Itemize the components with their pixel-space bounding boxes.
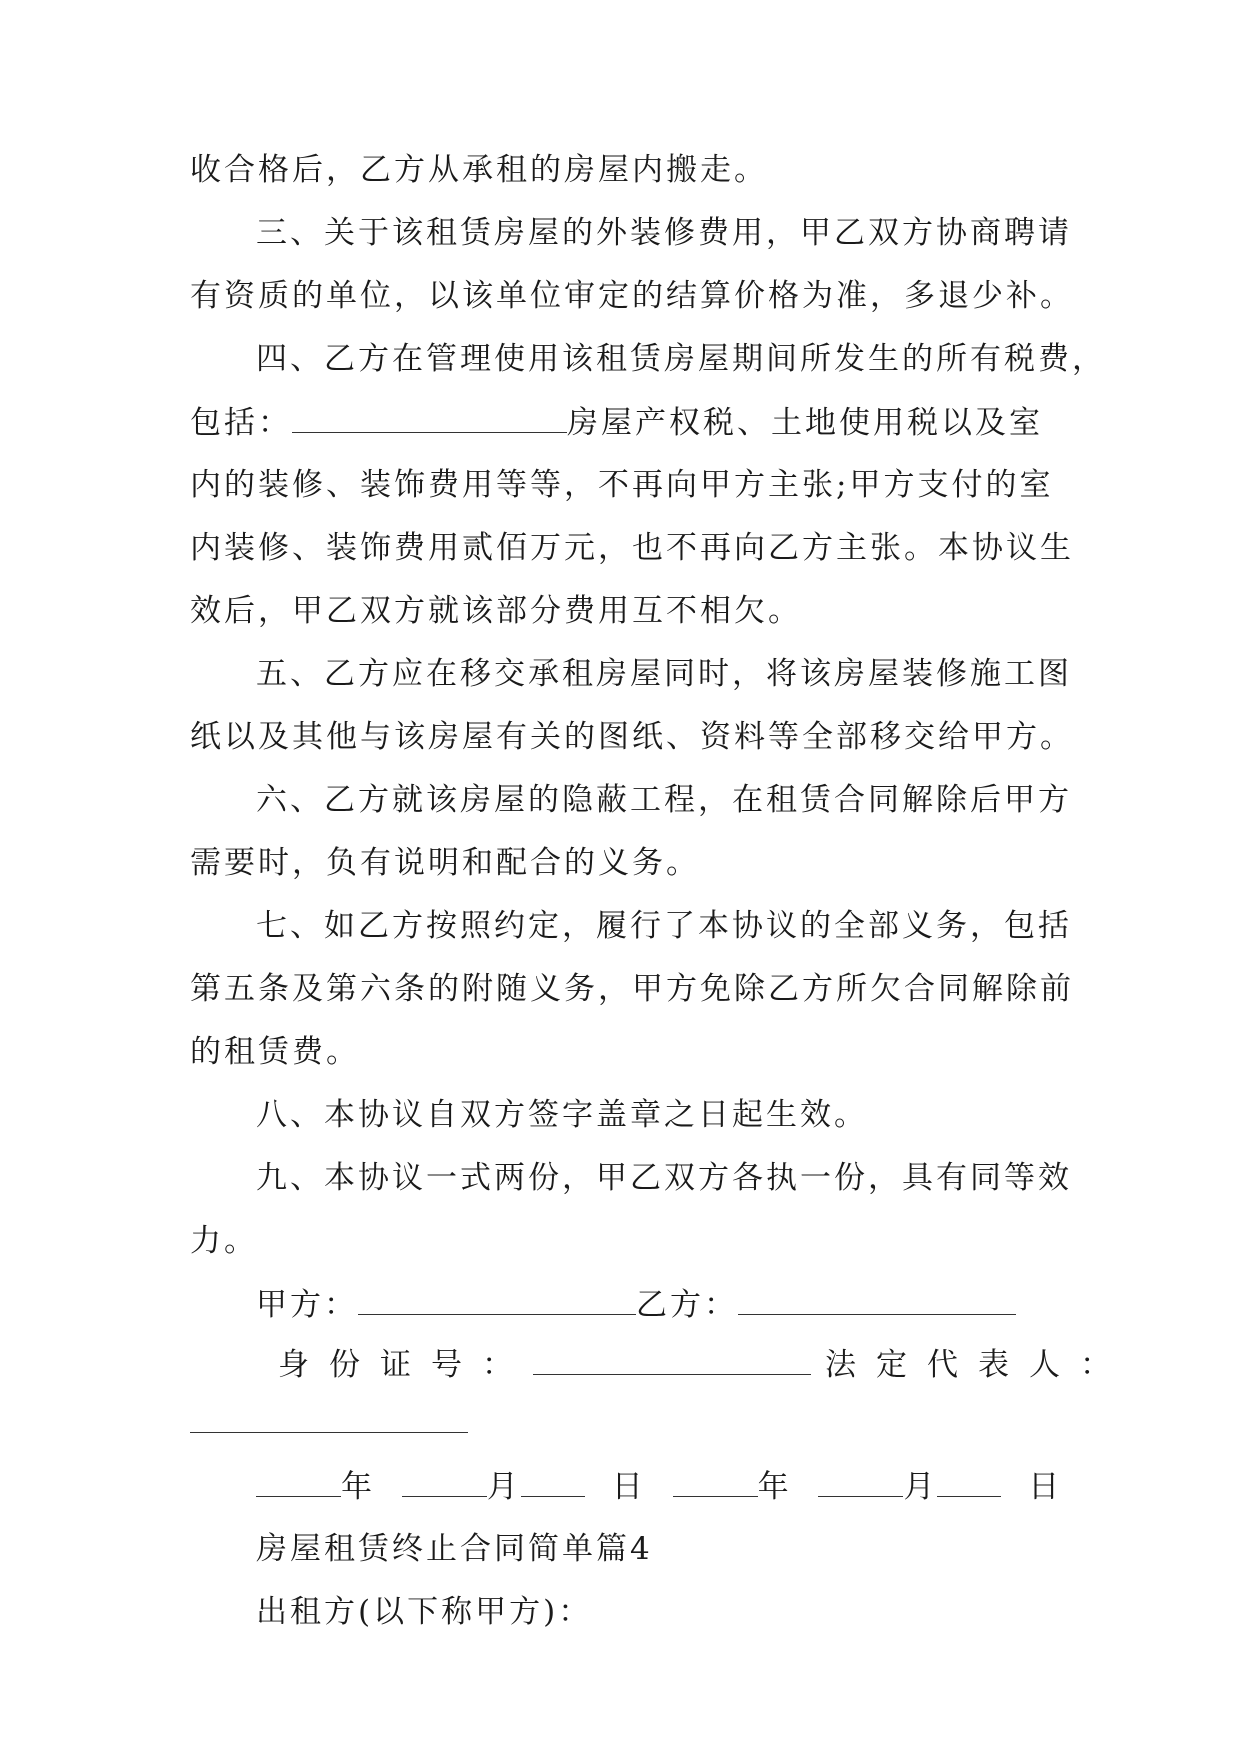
party-b-blank — [738, 1284, 1016, 1315]
blank-line — [292, 402, 567, 433]
legal-rep-label: 法定代表人： — [825, 1347, 1131, 1383]
clause-6-line-2: 需要时，负有说明和配合的义务。 — [190, 845, 700, 881]
clause-9-line-2: 力。 — [190, 1223, 258, 1259]
clause-5-line-1: 五、乙方应在移交承租房屋同时，将该房屋装修施工图 — [256, 656, 1072, 692]
month-label-a: 月 — [486, 1469, 521, 1505]
year-blank-b — [673, 1466, 758, 1497]
clause-7-line-2: 第五条及第六条的附随义务，甲方免除乙方所欠合同解除前 — [190, 971, 1074, 1007]
year-label-a: 年 — [341, 1469, 375, 1505]
id-legal-rep-line — [278, 1344, 1131, 1385]
lessor-label: 出租方(以下称甲方)： — [256, 1594, 593, 1630]
id-number-blank — [533, 1344, 811, 1375]
legal-rep-blank-line — [190, 1402, 1060, 1443]
clause-5-line-2: 纸以及其他与该房屋有关的图纸、资料等全部移交给甲方。 — [190, 719, 1074, 755]
month-blank-a — [402, 1466, 487, 1497]
party-a-label: 甲方： — [256, 1287, 358, 1323]
clause-7-line-1: 七、如乙方按照约定，履行了本协议的全部义务，包括 — [256, 908, 1072, 944]
date-line — [256, 1466, 1063, 1507]
signature-parties-line — [256, 1284, 1060, 1325]
year-blank-a — [256, 1466, 341, 1497]
clause-9-line-1: 九、本协议一式两份，甲乙双方各执一份，具有同等效 — [256, 1160, 1072, 1196]
clause-4-line-4: 内装修、装饰费用贰佰万元，也不再向乙方主张。本协议生 — [190, 530, 1074, 566]
clause-4-line-3: 内的装修、装饰费用等等，不再向甲方主张;甲方支付的室 — [190, 467, 1054, 503]
day-blank-b — [937, 1466, 1001, 1497]
party-a-blank — [358, 1284, 636, 1315]
section-title: 房屋租赁终止合同简单篇4 — [256, 1531, 653, 1567]
clause-8-line-1: 八、本协议自双方签字盖章之日起生效。 — [256, 1097, 868, 1133]
month-blank-b — [818, 1466, 903, 1497]
day-label-a: 日 — [611, 1469, 646, 1505]
clause-6-line-1: 六、乙方就该房屋的隐蔽工程，在租赁合同解除后甲方 — [256, 782, 1072, 818]
legal-rep-blank — [190, 1402, 468, 1433]
year-label-b: 年 — [757, 1469, 792, 1505]
clause-3-line-2: 有资质的单位，以该单位审定的结算价格为准，多退少补。 — [190, 278, 1074, 314]
clause-3-line-1: 三、关于该租赁房屋的外装修费用，甲乙双方协商聘请 — [256, 215, 1072, 251]
day-label-b: 日 — [1028, 1469, 1063, 1505]
id-number-label: 身份证号： — [278, 1347, 533, 1383]
clause-4-line-2 — [190, 402, 1060, 443]
includes-label: 包括： — [190, 405, 292, 441]
paragraph-line: 收合格后，乙方从承租的房屋内搬走。 — [190, 152, 768, 188]
clause-4-text: 房屋产权税、土地使用税以及室 — [567, 405, 1043, 441]
clause-4-line-5: 效后，甲乙双方就该部分费用互不相欠。 — [190, 593, 802, 629]
month-label-b: 月 — [903, 1469, 938, 1505]
day-blank-a — [521, 1466, 585, 1497]
party-b-label: 乙方： — [636, 1287, 738, 1323]
clause-7-line-3: 的租赁费。 — [190, 1034, 360, 1070]
clause-4-line-1: 四、乙方在管理使用该租赁房屋期间所发生的所有税费， — [256, 341, 1106, 377]
